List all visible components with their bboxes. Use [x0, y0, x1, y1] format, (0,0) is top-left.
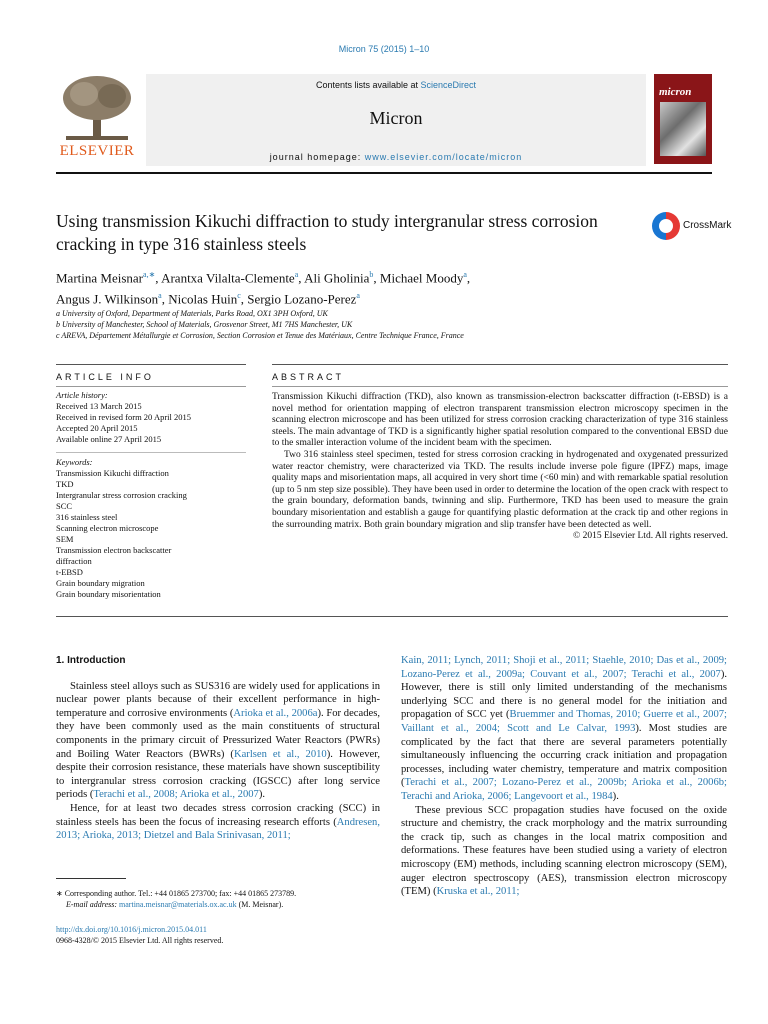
author-affiliation-mark[interactable]: a,∗ — [143, 270, 156, 279]
journal-reference[interactable]: Micron 75 (2015) 1–10 — [338, 44, 430, 54]
body-column-right — [401, 654, 727, 899]
affiliation: b University of Manchester, School of Materials, Grosvenor Street, M1 7HS Manchester, UK — [56, 320, 353, 329]
history-item: Accepted 20 April 2015 — [56, 423, 138, 433]
crossmark-icon — [652, 212, 680, 240]
abstract-paragraph: Two 316 stainless steel specimen, tested for stress corrosion cracking in hydrogenated and oxygenated pressurized water reactor chemistry, were characterized via TKD. The results include inverse pole figure (IPFZ) maps, image quality maps and misorientation maps, all acquired in very short time (<60 min) and with remarkable spatial resolution (up to 5 nm step size possible). They have been used in order to determine the location of the open crack with respect to the grain boundary, deformation bands, twinning and slip. Furthermore, TKD has been used to measure the grain boundary misorientation and establish a gauge for quantifying plastic deformation at the crack tip and other regions in the surrounding matrix. Both grain boundary migration and slip transfer have been detected as well. — [272, 449, 728, 530]
abstract-heading: ABSTRACT — [272, 372, 345, 382]
homepage-prefix: journal homepage: — [269, 152, 365, 162]
keyword: t-EBSD — [56, 567, 83, 577]
journal-masthead — [56, 74, 712, 174]
affiliation: c AREVA, Département Métallurgie et Corrosion, Section Corrosion et Tenue des Matériaux, Centre Technique France, France — [56, 331, 464, 340]
citation-link[interactable]: Kruska et al., 2011; — [436, 886, 520, 898]
history-list — [56, 401, 246, 445]
homepage-link[interactable]: www.elsevier.com/locate/micron — [364, 152, 523, 162]
history-item: Received 13 March 2015 — [56, 401, 142, 411]
author-affiliation-mark[interactable]: c — [237, 291, 241, 301]
contents-prefix: Contents lists available at — [315, 80, 421, 90]
issn-line: 0968-4328/© 2015 Elsevier Ltd. All rights reserved. — [56, 936, 224, 945]
keyword: SCC — [56, 501, 73, 511]
abstract — [272, 392, 728, 543]
abstract-rule-top — [272, 364, 728, 365]
abstract-paragraph: Transmission Kikuchi diffraction (TKD), also known as transmission-electron backscatter diffraction (t-EBSD) is a novel method for orientation mapping of electron transparent transmission electron microscopy specimen in the scanning electron microscope and has been utilized for stress corrosion cracking characterization of type 316 stainless steels. The main advantage of TKD is a significantly higher spatial resolution compared to the conventional EBSD due to the smaller interaction volume of the incident beam with the specimen. — [272, 392, 728, 449]
keyword: Transmission Kikuchi diffraction — [56, 468, 169, 478]
author-affiliation-mark[interactable]: b — [369, 270, 374, 279]
citation-link[interactable]: Karlsen et al., 2010 — [233, 748, 327, 760]
author-affiliation-mark[interactable]: a — [158, 291, 162, 301]
body-paragraph: These previous SCC propagation studies have focused on the oxide structure and chemistry, the crack morphology and the matrix surrounding the crack tip, such as changes in the local matrix composition and deformations. These features have been studied using a variety of electron microscopy (EM) methods, including scanning electron microscopy (SEM), auger electron spectroscopy (AES), transmission electron microscopy (TEM) (Kruska et al., 2011; — [401, 804, 727, 898]
journal-name: Micron — [369, 108, 423, 128]
keyword: 316 stainless steel — [56, 512, 118, 522]
cover-title: micron — [659, 86, 692, 98]
article-info — [56, 390, 246, 600]
corresponding-author: ∗ Corresponding author. Tel.: +44 01865 273700; fax: +44 01865 273789. — [56, 889, 297, 898]
elsevier-tree-icon — [56, 74, 138, 144]
abstract-copyright: © 2015 Elsevier Ltd. All rights reserved. — [573, 531, 728, 542]
masthead-band — [146, 74, 646, 166]
article-info-heading: ARTICLE INFO — [56, 372, 154, 382]
elsevier-logo — [56, 74, 138, 166]
citation-link[interactable]: Arioka et al., 2006a — [233, 707, 318, 719]
keyword: diffraction — [56, 556, 92, 566]
footnote-rule — [56, 878, 126, 879]
citation-link[interactable]: Kain, 2011; Lynch, 2011; Shoji et al., 2011; Staehle, 2010; Das et al., 2009; Lozano-Perez et al., 2009a; Couvant et al., 2007; Terachi et al., 2007 — [401, 655, 727, 680]
author-affiliation-mark[interactable]: a — [356, 291, 360, 301]
keyword: Intergranular stress corrosion cracking — [56, 490, 187, 500]
author-name: Arantxa Vilalta-Clemente — [161, 270, 295, 286]
author-name: Angus J. Wilkinson — [56, 291, 159, 307]
introduction-heading: 1. Introduction — [56, 655, 126, 666]
author-name: Michael Moody — [379, 270, 464, 286]
abstract-bottom-rule — [56, 616, 728, 617]
author-name: Sergio Lozano-Perez — [247, 291, 357, 307]
crossmark-badge[interactable] — [652, 212, 732, 244]
author-affiliation-mark[interactable]: a — [463, 270, 467, 279]
keyword: Grain boundary misorientation — [56, 589, 161, 599]
masthead-rule — [56, 172, 712, 174]
article-title: Using transmission Kikuchi diffraction to study intergranular stress corrosion cracking in type 316 stainless steels — [56, 211, 598, 254]
keyword: Scanning electron microscope — [56, 523, 159, 533]
info-rule — [56, 386, 246, 387]
citation-link[interactable]: Terachi et al., 2008; Arioka et al., 2007 — [93, 789, 259, 801]
body-paragraph: Kain, 2011; Lynch, 2011; Shoji et al., 2011; Staehle, 2010; Das et al., 2009; Lozano-Perez et al., 2009a; Couvant et al., 2007; Terachi et al., 2007). However, there is still only limited understanding of the mechanisms underlying SCC and there is no general model for the initiation and propagation of SCC yet (Bruemmer and Thomas, 2010; Guerre et al., 2007; Vaillant et al., 2004; Scott and Le Calvar, 1993). Most studies are complicated by the fact that there are several parameters potentially simultaneously influencing the occurring crack initiation and propagation processes, including water chemistry, temperature and matrix composition (Terachi et al., 2007; Lozano-Perez et al., 2009b; Arioka et al., 2006b; Terachi and Arioka, 2006; Langevoort et al., 1984). — [401, 655, 727, 802]
crossmark-label: CrossMark — [683, 220, 732, 231]
history-item: Available online 27 April 2015 — [56, 434, 162, 444]
citation-link[interactable]: Andresen, 2013; Arioka, 2013; Dietzel and Bala Srinivasan, 2011; — [56, 816, 380, 842]
info-divider — [56, 452, 246, 453]
email-line: E-mail address: martina.meisnar@materials.ox.ac.uk (M. Meisnar). — [66, 900, 284, 909]
author-list: Martina Meisnar$^{a,∗}$, Arantxa Vilalta-Clemente$^a$, Ali Gholinia$^b$, Michael Moody$^a$, Angus J. Wilkinson$^a$, Nicolas Huin$^c$, Sergio Lozano-Perez$^a$ — [56, 270, 471, 307]
body-paragraph: Stainless steel alloys such as SUS316 are widely used for applications in nuclear power plants because of their excellent performance in high-temperature and corrosive environments (Arioka et al., 2006a). For decades, they have been commonly used as the main constituents of structural components in the primary circuit of Pressurized Water Reactors (PWRs) and Boiling Water Reactors (BWRs) (Karlsen et al., 2010). However, despite their corrosion resistance, these materials have shown susceptibility to intergranular stress corrosion cracking (IGSCC) after long service periods (Terachi et al., 2008; Arioka et al., 2007). — [56, 680, 380, 801]
sciencedirect-link[interactable]: ScienceDirect — [420, 80, 477, 90]
keywords-label: Keywords: — [56, 457, 93, 467]
contents-line — [146, 80, 646, 90]
doi-link[interactable]: http://dx.doi.org/10.1016/j.micron.2015.04.011 — [56, 925, 207, 934]
keyword: Grain boundary migration — [56, 578, 145, 588]
keyword: Transmission electron backscatter — [56, 545, 172, 555]
history-item: Received in revised form 20 April 2015 — [56, 412, 192, 422]
abstract-rule — [272, 386, 728, 387]
footnote — [56, 888, 380, 910]
affiliation: a University of Oxford, Department of Materials, Parks Road, OX1 3PH Oxford, UK — [56, 309, 328, 318]
body-paragraph: Hence, for at least two decades stress corrosion cracking (SCC) in stainless steels has been the focus of increasing research efforts (Andresen, 2013; Arioka, 2013; Dietzel and Bala Srinivasan, 2011; — [56, 802, 380, 842]
homepage-line — [146, 152, 646, 162]
cover-image — [660, 102, 706, 156]
author-affiliation-mark[interactable]: a — [294, 270, 299, 279]
citation-link[interactable]: Terachi et al., 2007; Lozano-Perez et al., 2009b; Arioka et al., 2006b; Terachi and Arioka, 2006; Langevoort et al., 1984 — [401, 777, 727, 802]
author-name: Ali Gholinia — [304, 270, 370, 286]
journal-cover[interactable] — [654, 74, 712, 164]
author-name: Nicolas Huin — [168, 291, 238, 307]
info-rule-top — [56, 364, 246, 365]
affiliations — [56, 308, 716, 341]
citation-link[interactable]: Bruemmer and Thomas, 2010; Guerre et al., 2007; Vaillant et al., 2004; Scott and Le Calvar, 1993 — [401, 709, 727, 734]
keyword-list — [56, 468, 246, 600]
publisher-logo-text: ELSEVIER — [59, 143, 135, 159]
history-label: Article history: — [56, 390, 108, 400]
author-name: Martina Meisnar — [56, 270, 144, 286]
body-column-left — [56, 654, 380, 843]
email-link[interactable]: martina.meisnar@materials.ox.ac.uk — [119, 900, 237, 909]
keyword: SEM — [56, 534, 74, 544]
doi-block — [56, 924, 380, 946]
keyword: TKD — [56, 479, 74, 489]
